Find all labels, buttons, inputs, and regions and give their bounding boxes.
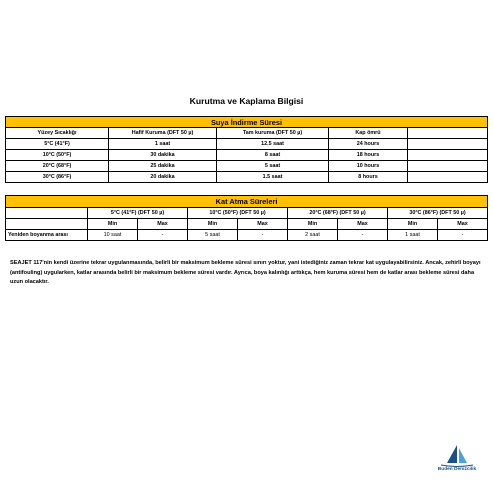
- table-cell: 30 dakika: [109, 150, 217, 161]
- sailboat-icon: [427, 443, 487, 469]
- table-cell: 10°C (50°F): [6, 150, 109, 161]
- recoat-interval-table: [5, 195, 488, 241]
- header-full-cure: Tam kuruma (DFT 50 µ): [217, 128, 329, 139]
- temperature-header-30c: 30°C (86°F) (DFT 50 µ): [388, 208, 488, 219]
- logo-text: Buden Denizcilik: [437, 467, 477, 472]
- table-cell: 5 saat: [188, 230, 238, 241]
- min-header: Min: [88, 219, 138, 230]
- note-paragraph: SEAJET 117'nin kendi üzerine tekrar uygulanmasında, belirli bir maksimum bekleme süresi sınırı yoktur, yani istediğiniz zaman tekrar kat uygulayabilirsiniz. Ancak, zehirli boyayı (antifouling) uygularken, katlar arasında belirli bir maksimum bekleme süresi vardır. Ayrıca, boya kalınlığı arttıkça, hem kuruma süresi hem de katlar arası bekleme süresi daha uzun olacaktır.: [10, 260, 481, 286]
- page-title: Kurutma ve Kaplama Bilgisi: [189, 96, 304, 106]
- min-header: Min: [188, 219, 238, 230]
- table-cell: 5°C (41°F): [6, 139, 109, 150]
- empty-cell: [408, 161, 488, 172]
- max-header: Max: [338, 219, 388, 230]
- max-header: Max: [438, 219, 488, 230]
- table-cell: 1 saat: [109, 139, 217, 150]
- table-row: [6, 150, 488, 161]
- table-cell: 30°C (86°F): [6, 172, 109, 183]
- table-cell: 12.5 saat: [217, 139, 329, 150]
- table-row: [6, 172, 488, 183]
- table-row: [6, 139, 488, 150]
- table-cell: 20 dakika: [109, 172, 217, 183]
- table-cell: -: [438, 230, 488, 241]
- table-cell: 8 hours: [329, 172, 408, 183]
- header-touch-dry: Hafif Kuruma (DFT 50 µ): [109, 128, 217, 139]
- recoat-row-label: Yeniden boyanma arası: [6, 230, 88, 241]
- temperature-header-5c: 5°C (41°F) (DFT 50 µ): [88, 208, 188, 219]
- table-cell: 1 saat: [388, 230, 438, 241]
- temperature-header-10c: 10°C (50°F) (DFT 50 µ): [188, 208, 288, 219]
- table-cell: 8 saat: [217, 150, 329, 161]
- table-cell: -: [338, 230, 388, 241]
- table-cell: 25 dakika: [109, 161, 217, 172]
- empty-cell: [408, 172, 488, 183]
- header-surface-temperature: Yüzey Sıcaklığı: [6, 128, 109, 139]
- table-cell: 2 saat: [288, 230, 338, 241]
- min-header: Min: [388, 219, 438, 230]
- table-cell: 10 hours: [329, 161, 408, 172]
- empty-cell: [408, 150, 488, 161]
- table-cell: 20°C (68°F): [6, 161, 109, 172]
- empty-cell: [408, 128, 488, 139]
- table-cell: 1.5 saat: [217, 172, 329, 183]
- empty-cell: [408, 139, 488, 150]
- max-header: Max: [238, 219, 288, 230]
- table-cell: 10 saat: [88, 230, 138, 241]
- empty-cell: [6, 208, 88, 219]
- max-header: Max: [138, 219, 188, 230]
- table-cell: 18 hours: [329, 150, 408, 161]
- drying-time-table: [5, 116, 488, 183]
- temperature-header-20c: 20°C (68°F) (DFT 50 µ): [288, 208, 388, 219]
- table-cell: 24 hours: [329, 139, 408, 150]
- table-row: [6, 161, 488, 172]
- min-header: Min: [288, 219, 338, 230]
- drying-table-caption: Suya İndirme Süresi: [6, 117, 488, 128]
- company-logo: [427, 443, 487, 483]
- empty-cell: [6, 219, 88, 230]
- recoat-table-caption: Kat Atma Süreleri: [6, 196, 488, 208]
- table-cell: -: [238, 230, 288, 241]
- table-cell: 5 saat: [217, 161, 329, 172]
- header-pot-life: Kap ömrü: [329, 128, 408, 139]
- table-cell: -: [138, 230, 188, 241]
- table-row: [6, 230, 488, 241]
